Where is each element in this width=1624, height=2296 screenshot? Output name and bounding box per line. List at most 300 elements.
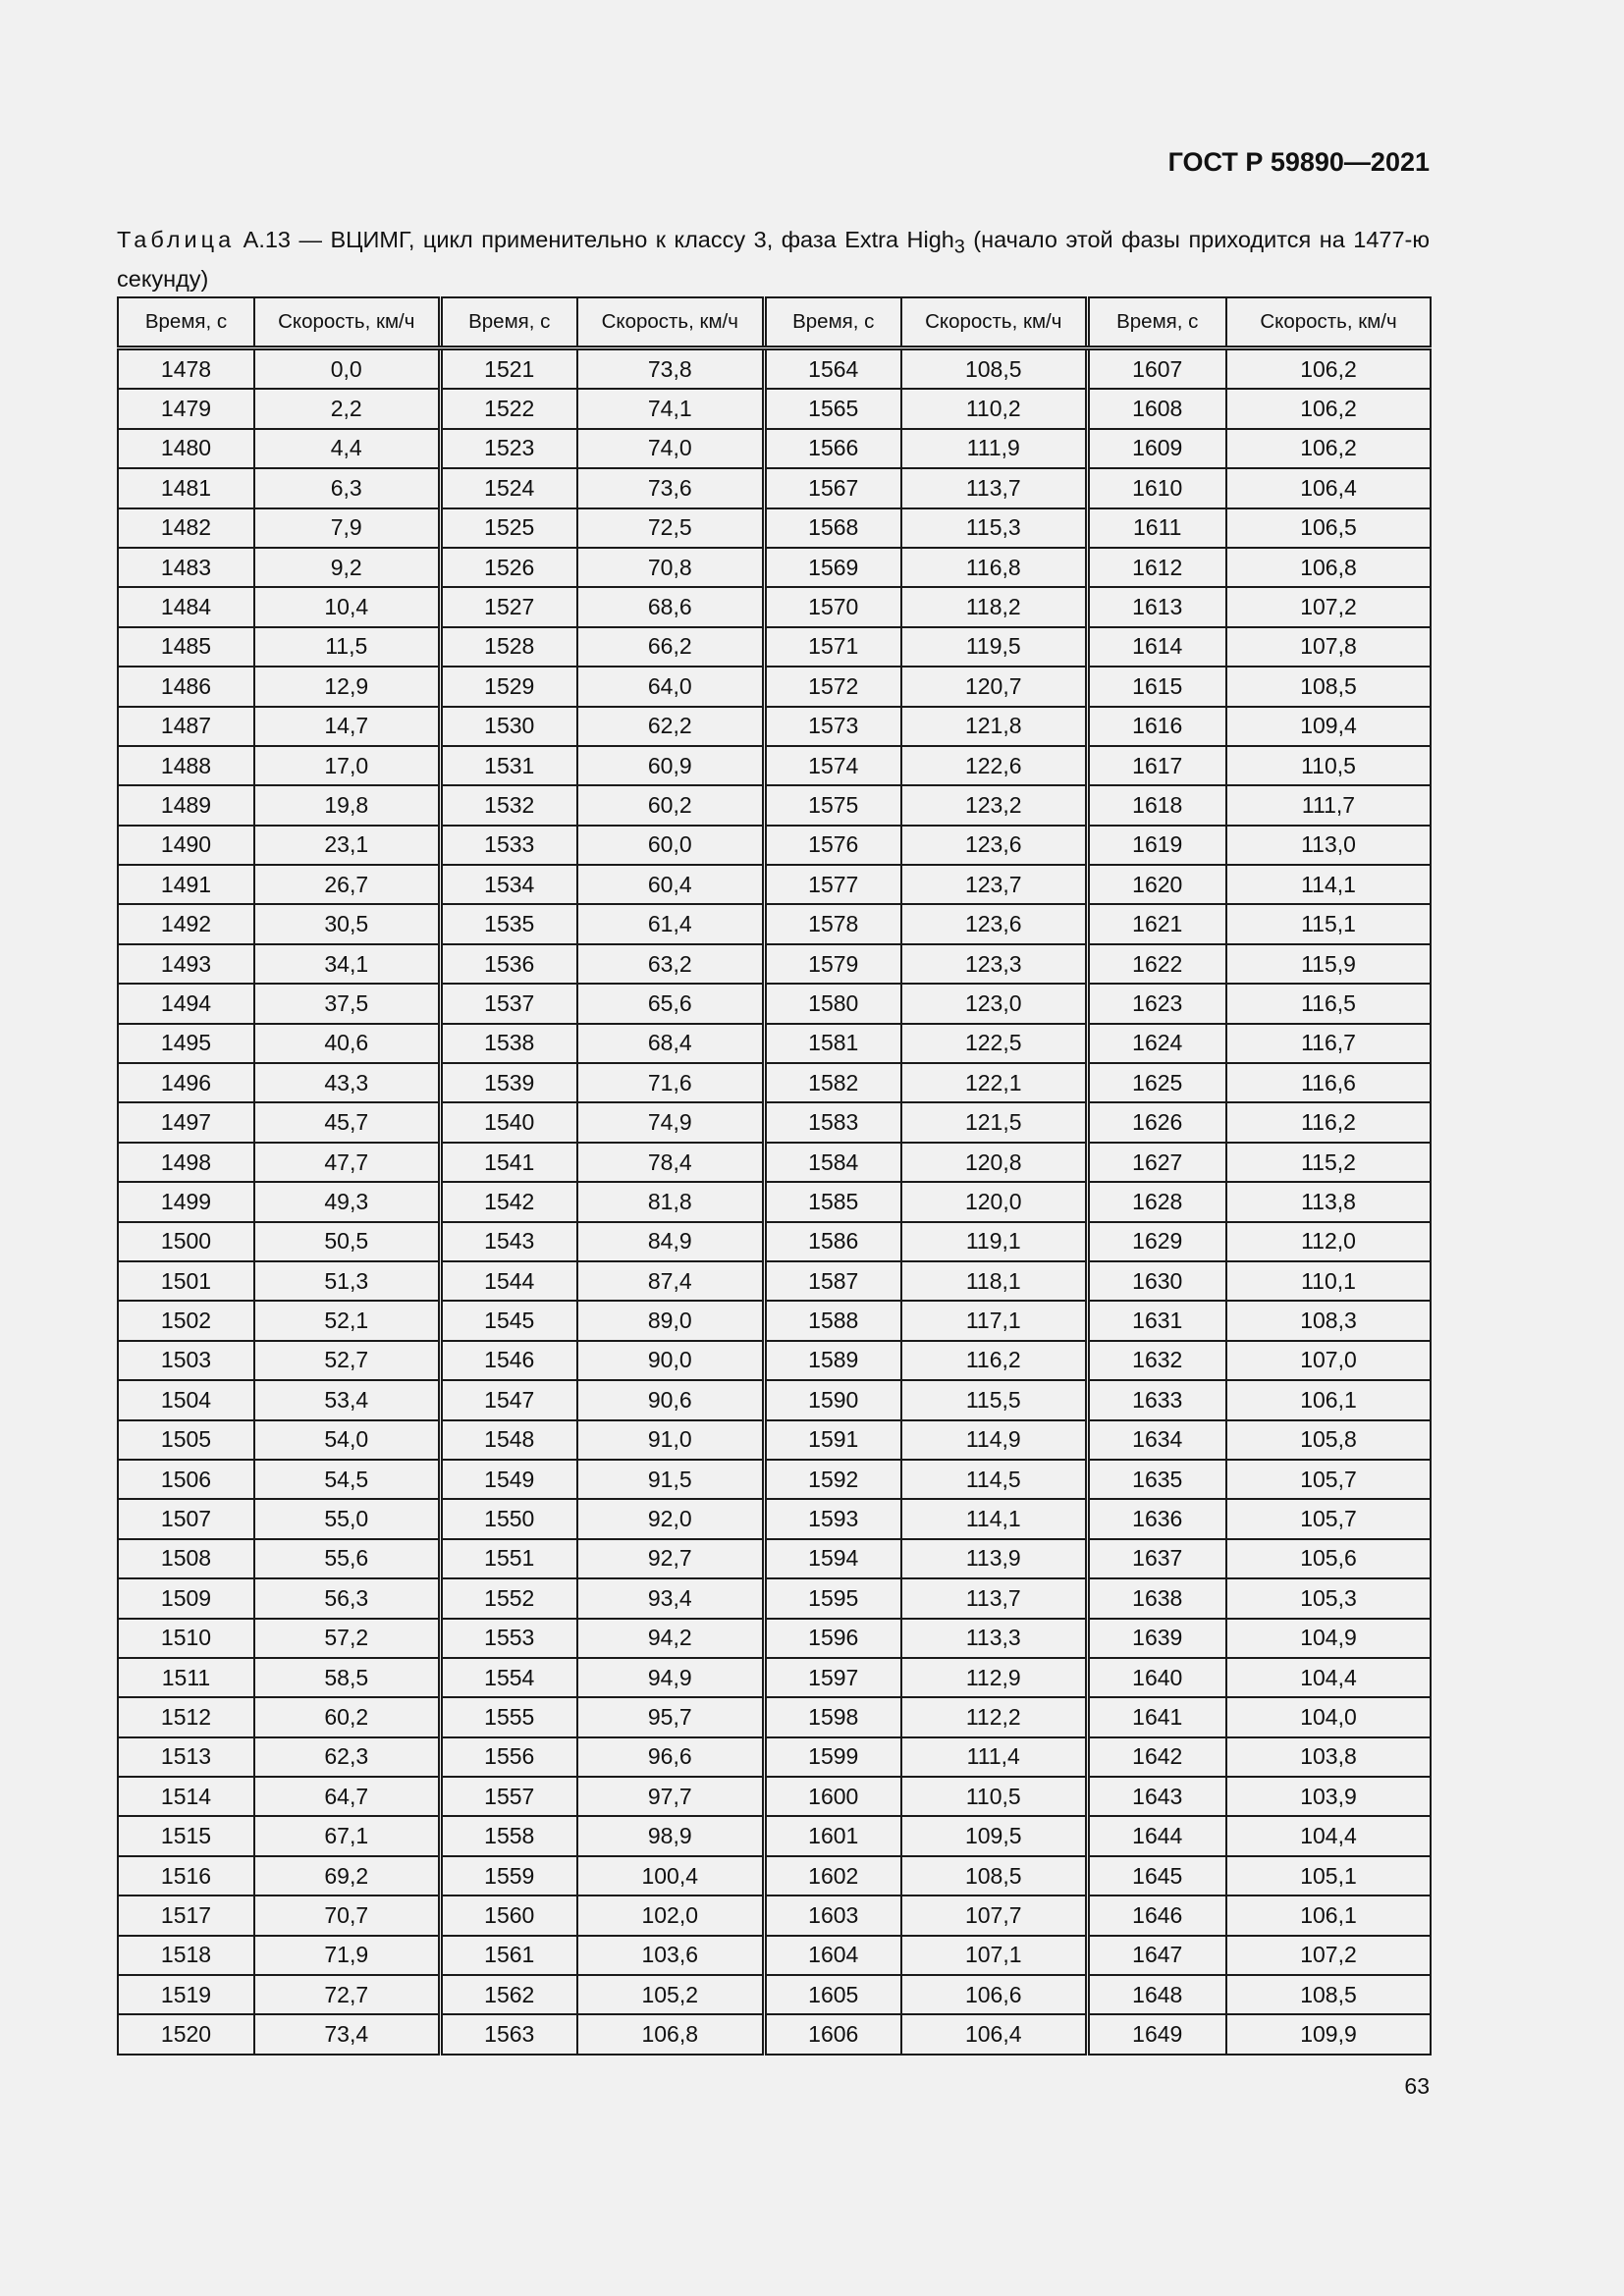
speed-cell: 97,7: [577, 1777, 764, 1816]
time-cell: 1501: [118, 1261, 254, 1301]
speed-cell: 103,9: [1226, 1777, 1431, 1816]
time-cell: 1527: [440, 587, 577, 626]
time-cell: 1581: [764, 1024, 901, 1063]
speed-cell: 45,7: [254, 1102, 440, 1142]
speed-cell: 68,6: [577, 587, 764, 626]
table-row: [118, 1460, 1431, 1499]
time-cell: 1532: [440, 785, 577, 825]
speed-cell: 112,2: [901, 1697, 1087, 1736]
time-cell: 1533: [440, 826, 577, 865]
speed-cell: 113,3: [901, 1619, 1087, 1658]
time-cell: 1562: [440, 1975, 577, 2014]
time-cell: 1648: [1087, 1975, 1226, 2014]
speed-cell: 87,4: [577, 1261, 764, 1301]
speed-cell: 113,9: [901, 1539, 1087, 1578]
speed-cell: 105,6: [1226, 1539, 1431, 1578]
speed-cell: 34,1: [254, 944, 440, 984]
time-cell: 1490: [118, 826, 254, 865]
speed-cell: 121,5: [901, 1102, 1087, 1142]
column-header-speed: Скорость, км/ч: [901, 297, 1087, 348]
speed-cell: 17,0: [254, 746, 440, 785]
table-row: [118, 389, 1431, 428]
speed-cell: 123,6: [901, 904, 1087, 943]
table-row: [118, 1341, 1431, 1380]
time-cell: 1543: [440, 1222, 577, 1261]
speed-cell: 64,0: [577, 667, 764, 706]
time-cell: 1551: [440, 1539, 577, 1578]
speed-cell: 60,0: [577, 826, 764, 865]
speed-cell: 73,4: [254, 2014, 440, 2054]
table-row: [118, 1856, 1431, 1896]
time-cell: 1522: [440, 389, 577, 428]
time-cell: 1566: [764, 429, 901, 468]
time-cell: 1637: [1087, 1539, 1226, 1578]
time-cell: 1569: [764, 548, 901, 587]
speed-cell: 114,1: [901, 1499, 1087, 1538]
time-cell: 1627: [1087, 1143, 1226, 1182]
speed-cell: 106,2: [1226, 389, 1431, 428]
speed-cell: 106,2: [1226, 429, 1431, 468]
time-cell: 1515: [118, 1816, 254, 1855]
speed-cell: 123,7: [901, 865, 1087, 904]
speed-cell: 43,3: [254, 1063, 440, 1102]
time-cell: 1595: [764, 1578, 901, 1618]
time-cell: 1582: [764, 1063, 901, 1102]
time-cell: 1568: [764, 508, 901, 548]
time-cell: 1615: [1087, 667, 1226, 706]
time-cell: 1530: [440, 707, 577, 746]
time-cell: 1502: [118, 1301, 254, 1340]
speed-cell: 108,5: [901, 1856, 1087, 1896]
time-cell: 1587: [764, 1261, 901, 1301]
time-cell: 1640: [1087, 1658, 1226, 1697]
table-row: [118, 984, 1431, 1023]
time-cell: 1542: [440, 1182, 577, 1221]
speed-cell: 108,3: [1226, 1301, 1431, 1340]
speed-cell: 114,1: [1226, 865, 1431, 904]
time-cell: 1518: [118, 1936, 254, 1975]
speed-cell: 74,9: [577, 1102, 764, 1142]
speed-cell: 66,2: [577, 627, 764, 667]
speed-cell: 104,4: [1226, 1658, 1431, 1697]
time-cell: 1642: [1087, 1737, 1226, 1777]
time-cell: 1540: [440, 1102, 577, 1142]
speed-cell: 100,4: [577, 1856, 764, 1896]
time-cell: 1619: [1087, 826, 1226, 865]
time-cell: 1580: [764, 984, 901, 1023]
time-cell: 1512: [118, 1697, 254, 1736]
time-cell: 1545: [440, 1301, 577, 1340]
time-cell: 1626: [1087, 1102, 1226, 1142]
time-cell: 1634: [1087, 1420, 1226, 1460]
time-cell: 1489: [118, 785, 254, 825]
speed-cell: 10,4: [254, 587, 440, 626]
speed-cell: 49,3: [254, 1182, 440, 1221]
table-row: [118, 1420, 1431, 1460]
speed-cell: 11,5: [254, 627, 440, 667]
column-header-speed: Скорость, км/ч: [577, 297, 764, 348]
speed-cell: 72,7: [254, 1975, 440, 2014]
speed-cell: 103,6: [577, 1936, 764, 1975]
time-cell: 1584: [764, 1143, 901, 1182]
speed-cell: 120,7: [901, 667, 1087, 706]
speed-cell: 89,0: [577, 1301, 764, 1340]
speed-cell: 121,8: [901, 707, 1087, 746]
time-cell: 1538: [440, 1024, 577, 1063]
table-row: [118, 667, 1431, 706]
time-cell: 1606: [764, 2014, 901, 2054]
time-cell: 1646: [1087, 1896, 1226, 1935]
time-cell: 1491: [118, 865, 254, 904]
standard-designation: ГОСТ Р 59890—2021: [1167, 147, 1430, 177]
time-cell: 1544: [440, 1261, 577, 1301]
time-cell: 1519: [118, 1975, 254, 2014]
speed-cell: 9,2: [254, 548, 440, 587]
speed-cell: 93,4: [577, 1578, 764, 1618]
time-cell: 1610: [1087, 468, 1226, 507]
time-cell: 1483: [118, 548, 254, 587]
time-cell: 1554: [440, 1658, 577, 1697]
speed-cell: 106,1: [1226, 1380, 1431, 1419]
speed-cell: 94,9: [577, 1658, 764, 1697]
time-cell: 1549: [440, 1460, 577, 1499]
time-cell: 1509: [118, 1578, 254, 1618]
time-cell: 1539: [440, 1063, 577, 1102]
speed-cell: 116,5: [1226, 984, 1431, 1023]
time-cell: 1623: [1087, 984, 1226, 1023]
speed-cell: 111,7: [1226, 785, 1431, 825]
speed-cell: 84,9: [577, 1222, 764, 1261]
time-cell: 1620: [1087, 865, 1226, 904]
time-cell: 1485: [118, 627, 254, 667]
time-cell: 1616: [1087, 707, 1226, 746]
speed-cell: 105,1: [1226, 1856, 1431, 1896]
time-cell: 1531: [440, 746, 577, 785]
speed-cell: 72,5: [577, 508, 764, 548]
time-cell: 1575: [764, 785, 901, 825]
time-cell: 1600: [764, 1777, 901, 1816]
speed-cell: 91,5: [577, 1460, 764, 1499]
time-cell: 1590: [764, 1380, 901, 1419]
time-cell: 1478: [118, 348, 254, 390]
speed-cell: 109,4: [1226, 707, 1431, 746]
speed-cell: 120,0: [901, 1182, 1087, 1221]
time-cell: 1537: [440, 984, 577, 1023]
time-cell: 1576: [764, 826, 901, 865]
speed-cell: 123,2: [901, 785, 1087, 825]
speed-cell: 96,6: [577, 1737, 764, 1777]
speed-cell: 109,9: [1226, 2014, 1431, 2054]
time-cell: 1557: [440, 1777, 577, 1816]
time-cell: 1505: [118, 1420, 254, 1460]
table-row: [118, 826, 1431, 865]
speed-cell: 110,5: [901, 1777, 1087, 1816]
speed-cell: 52,1: [254, 1301, 440, 1340]
speed-cell: 114,9: [901, 1420, 1087, 1460]
time-cell: 1596: [764, 1619, 901, 1658]
speed-cell: 104,9: [1226, 1619, 1431, 1658]
speed-cell: 67,1: [254, 1816, 440, 1855]
time-cell: 1632: [1087, 1341, 1226, 1380]
speed-cell: 26,7: [254, 865, 440, 904]
column-header-time: Время, с: [1087, 297, 1226, 348]
time-cell: 1589: [764, 1341, 901, 1380]
time-cell: 1601: [764, 1816, 901, 1855]
table-row: [118, 1697, 1431, 1736]
speed-cell: 60,4: [577, 865, 764, 904]
table-row: [118, 904, 1431, 943]
time-cell: 1556: [440, 1737, 577, 1777]
table-row: [118, 1777, 1431, 1816]
speed-cell: 106,8: [577, 2014, 764, 2054]
speed-cell: 108,5: [901, 348, 1087, 390]
speed-cell: 62,3: [254, 1737, 440, 1777]
table-row: [118, 627, 1431, 667]
time-cell: 1503: [118, 1341, 254, 1380]
speed-cell: 30,5: [254, 904, 440, 943]
speed-cell: 110,1: [1226, 1261, 1431, 1301]
column-header-speed: Скорость, км/ч: [1226, 297, 1431, 348]
speed-cell: 123,0: [901, 984, 1087, 1023]
speed-cell: 119,1: [901, 1222, 1087, 1261]
time-cell: 1609: [1087, 429, 1226, 468]
time-cell: 1511: [118, 1658, 254, 1697]
speed-cell: 92,7: [577, 1539, 764, 1578]
speed-cell: 91,0: [577, 1420, 764, 1460]
speed-cell: 118,1: [901, 1261, 1087, 1301]
speed-cell: 69,2: [254, 1856, 440, 1896]
table-row: [118, 746, 1431, 785]
speed-cell: 64,7: [254, 1777, 440, 1816]
table-row: [118, 468, 1431, 507]
time-cell: 1639: [1087, 1619, 1226, 1658]
speed-cell: 120,8: [901, 1143, 1087, 1182]
speed-cell: 110,5: [1226, 746, 1431, 785]
speed-cell: 6,3: [254, 468, 440, 507]
speed-cell: 56,3: [254, 1578, 440, 1618]
time-cell: 1573: [764, 707, 901, 746]
speed-cell: 105,3: [1226, 1578, 1431, 1618]
speed-cell: 19,8: [254, 785, 440, 825]
time-cell: 1631: [1087, 1301, 1226, 1340]
speed-cell: 112,9: [901, 1658, 1087, 1697]
column-header-time: Время, с: [118, 297, 254, 348]
time-cell: 1622: [1087, 944, 1226, 984]
table-row: [118, 1539, 1431, 1578]
caption-subscript: 3: [953, 236, 965, 258]
speed-cell: 55,0: [254, 1499, 440, 1538]
speed-cell: 12,9: [254, 667, 440, 706]
speed-cell: 123,3: [901, 944, 1087, 984]
table-caption: [117, 224, 1430, 294]
speed-cell: 57,2: [254, 1619, 440, 1658]
table-row: [118, 1896, 1431, 1935]
speed-cell: 0,0: [254, 348, 440, 390]
speed-table: [117, 296, 1432, 2056]
speed-cell: 103,8: [1226, 1737, 1431, 1777]
table-row: [118, 1737, 1431, 1777]
speed-cell: 53,4: [254, 1380, 440, 1419]
time-cell: 1633: [1087, 1380, 1226, 1419]
time-cell: 1548: [440, 1420, 577, 1460]
speed-cell: 116,8: [901, 548, 1087, 587]
speed-cell: 122,6: [901, 746, 1087, 785]
time-cell: 1621: [1087, 904, 1226, 943]
table-row: [118, 785, 1431, 825]
speed-cell: 90,6: [577, 1380, 764, 1419]
time-cell: 1481: [118, 468, 254, 507]
speed-cell: 118,2: [901, 587, 1087, 626]
time-cell: 1594: [764, 1539, 901, 1578]
speed-cell: 104,4: [1226, 1816, 1431, 1855]
time-cell: 1552: [440, 1578, 577, 1618]
table-row: [118, 1301, 1431, 1340]
time-cell: 1516: [118, 1856, 254, 1896]
speed-cell: 115,1: [1226, 904, 1431, 943]
speed-cell: 123,6: [901, 826, 1087, 865]
speed-cell: 122,5: [901, 1024, 1087, 1063]
time-cell: 1479: [118, 389, 254, 428]
time-cell: 1506: [118, 1460, 254, 1499]
speed-cell: 40,6: [254, 1024, 440, 1063]
speed-cell: 51,3: [254, 1261, 440, 1301]
time-cell: 1523: [440, 429, 577, 468]
time-cell: 1604: [764, 1936, 901, 1975]
time-cell: 1520: [118, 2014, 254, 2054]
speed-cell: 23,1: [254, 826, 440, 865]
time-cell: 1529: [440, 667, 577, 706]
speed-cell: 71,9: [254, 1936, 440, 1975]
speed-cell: 107,8: [1226, 627, 1431, 667]
caption-text: А.13 — ВЦИМГ, цикл применительно к классу 3, фаза Extra High: [235, 227, 954, 252]
time-cell: 1629: [1087, 1222, 1226, 1261]
caption-label: Таблица: [117, 227, 236, 252]
speed-cell: 54,5: [254, 1460, 440, 1499]
time-cell: 1593: [764, 1499, 901, 1538]
table-row: [118, 1816, 1431, 1855]
time-cell: 1612: [1087, 548, 1226, 587]
speed-cell: 95,7: [577, 1697, 764, 1736]
time-cell: 1508: [118, 1539, 254, 1578]
time-cell: 1526: [440, 548, 577, 587]
speed-cell: 111,4: [901, 1737, 1087, 1777]
table-row: [118, 707, 1431, 746]
table-row: [118, 944, 1431, 984]
speed-cell: 81,8: [577, 1182, 764, 1221]
time-cell: 1555: [440, 1697, 577, 1736]
table-row: [118, 1261, 1431, 1301]
time-cell: 1585: [764, 1182, 901, 1221]
caption-text-after: (начало этой фазы приходится на 1477-ю секунду): [117, 227, 1430, 292]
speed-cell: 55,6: [254, 1539, 440, 1578]
speed-cell: 116,2: [901, 1341, 1087, 1380]
time-cell: 1497: [118, 1102, 254, 1142]
table-row: [118, 1182, 1431, 1221]
speed-cell: 107,1: [901, 1936, 1087, 1975]
speed-cell: 110,2: [901, 389, 1087, 428]
speed-cell: 74,0: [577, 429, 764, 468]
page-number: 63: [1404, 2073, 1430, 2099]
time-cell: 1638: [1087, 1578, 1226, 1618]
time-cell: 1577: [764, 865, 901, 904]
table-row: [118, 1658, 1431, 1697]
time-cell: 1558: [440, 1816, 577, 1855]
table-row: [118, 1222, 1431, 1261]
time-cell: 1608: [1087, 389, 1226, 428]
speed-cell: 74,1: [577, 389, 764, 428]
speed-cell: 106,4: [1226, 468, 1431, 507]
time-cell: 1617: [1087, 746, 1226, 785]
speed-cell: 115,3: [901, 508, 1087, 548]
time-cell: 1525: [440, 508, 577, 548]
speed-cell: 116,6: [1226, 1063, 1431, 1102]
time-cell: 1643: [1087, 1777, 1226, 1816]
time-cell: 1500: [118, 1222, 254, 1261]
speed-cell: 115,9: [1226, 944, 1431, 984]
time-cell: 1578: [764, 904, 901, 943]
speed-cell: 115,2: [1226, 1143, 1431, 1182]
speed-cell: 113,0: [1226, 826, 1431, 865]
speed-cell: 108,5: [1226, 667, 1431, 706]
speed-cell: 52,7: [254, 1341, 440, 1380]
table-row: [118, 865, 1431, 904]
speed-cell: 102,0: [577, 1896, 764, 1935]
time-cell: 1613: [1087, 587, 1226, 626]
table-row: [118, 429, 1431, 468]
table-header-row: [118, 297, 1431, 348]
time-cell: 1484: [118, 587, 254, 626]
table-row: [118, 1102, 1431, 1142]
time-cell: 1480: [118, 429, 254, 468]
table-row: [118, 1063, 1431, 1102]
table-row: [118, 1619, 1431, 1658]
table-row: [118, 1024, 1431, 1063]
time-cell: 1647: [1087, 1936, 1226, 1975]
time-cell: 1602: [764, 1856, 901, 1896]
time-cell: 1607: [1087, 348, 1226, 390]
speed-cell: 54,0: [254, 1420, 440, 1460]
speed-cell: 4,4: [254, 429, 440, 468]
time-cell: 1570: [764, 587, 901, 626]
time-cell: 1605: [764, 1975, 901, 2014]
speed-cell: 117,1: [901, 1301, 1087, 1340]
table-row: [118, 2014, 1431, 2054]
speed-cell: 60,2: [254, 1697, 440, 1736]
time-cell: 1535: [440, 904, 577, 943]
speed-cell: 98,9: [577, 1816, 764, 1855]
time-cell: 1597: [764, 1658, 901, 1697]
time-cell: 1563: [440, 2014, 577, 2054]
time-cell: 1504: [118, 1380, 254, 1419]
speed-cell: 115,5: [901, 1380, 1087, 1419]
speed-cell: 70,7: [254, 1896, 440, 1935]
speed-cell: 94,2: [577, 1619, 764, 1658]
time-cell: 1536: [440, 944, 577, 984]
time-cell: 1567: [764, 468, 901, 507]
speed-cell: 107,0: [1226, 1341, 1431, 1380]
speed-cell: 90,0: [577, 1341, 764, 1380]
speed-cell: 92,0: [577, 1499, 764, 1538]
time-cell: 1598: [764, 1697, 901, 1736]
speed-cell: 111,9: [901, 429, 1087, 468]
speed-cell: 65,6: [577, 984, 764, 1023]
speed-cell: 105,7: [1226, 1499, 1431, 1538]
time-cell: 1628: [1087, 1182, 1226, 1221]
time-cell: 1588: [764, 1301, 901, 1340]
speed-cell: 78,4: [577, 1143, 764, 1182]
time-cell: 1625: [1087, 1063, 1226, 1102]
speed-cell: 107,2: [1226, 1936, 1431, 1975]
